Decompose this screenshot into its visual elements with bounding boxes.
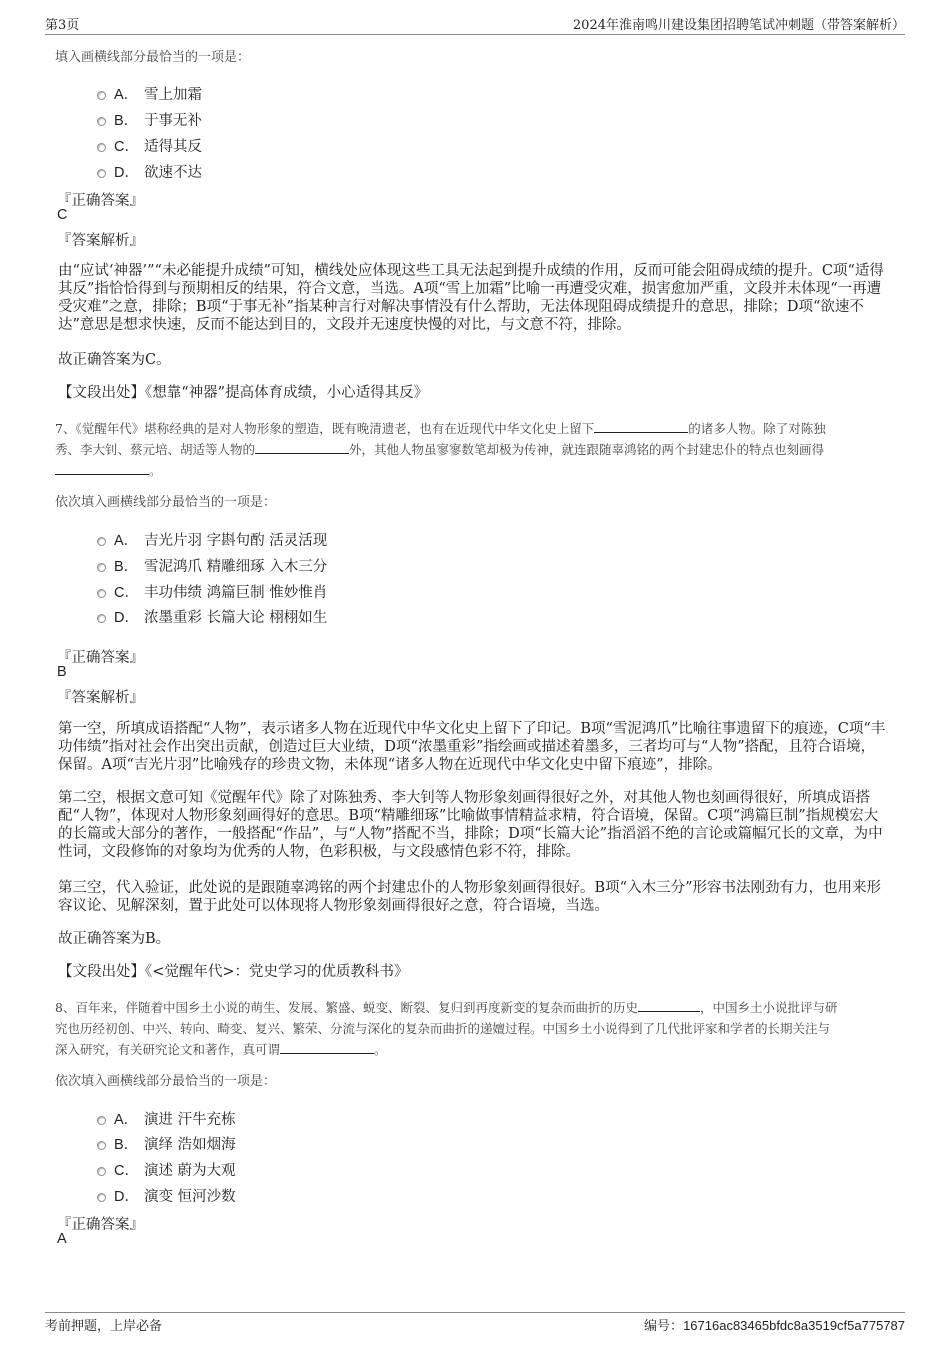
q7-prompt: 依次填入画横线部分最恰当的一项是： bbox=[55, 495, 277, 510]
q6-option-d[interactable]: D． 欲速不达 bbox=[97, 161, 202, 181]
radio-icon[interactable] bbox=[97, 614, 106, 623]
q8-option-c[interactable]: C． 演述 蔚为大观 bbox=[97, 1159, 236, 1179]
q7-option-b[interactable]: B． 雪泥鸿爪 精雕细琢 入木三分 bbox=[97, 555, 327, 575]
q6-option-b[interactable]: B． 于事无补 bbox=[97, 109, 202, 129]
document-code: 编号：16716ac83465bfdc8a3519cf5a775787 bbox=[644, 1318, 905, 1334]
radio-icon[interactable] bbox=[97, 91, 106, 100]
radio-icon[interactable] bbox=[97, 143, 106, 152]
radio-icon[interactable] bbox=[97, 589, 106, 598]
q7-option-c[interactable]: C． 丰功伟绩 鸿篇巨制 惟妙惟肖 bbox=[97, 581, 327, 601]
q8-answer: A bbox=[57, 1231, 67, 1247]
q8-prompt: 依次填入画横线部分最恰当的一项是： bbox=[55, 1074, 277, 1089]
blank-1 bbox=[638, 999, 700, 1012]
q7-correct-answer-label: 『正确答案』 bbox=[57, 650, 144, 666]
q7-answer: B bbox=[57, 664, 67, 680]
q6-source: 【文段出处】《想靠“神器”提高体育成绩，小心适得其反》 bbox=[58, 385, 429, 401]
blank-1 bbox=[594, 420, 688, 433]
q6-analysis-text: 由“应试‘神器’”“未必能提升成绩”可知，横线处应体现这些工具无法起到提升成绩的作用，反而可能会阻碍成绩的提升。C项“适得其反”指恰恰得到与预期相反的结果，符合文意，当选。A项“雪上加霜”比喻一再遭受灾难，损害愈加严重，文段并未体现“一再遭受灾难”之意，排除；B项“于事无补”指某种言行对解决事情没有什么帮助，无法体现阻碍成绩提升的意思，排除；D项“欲速不达”意思是想求快速，反而不能达到目的，文段并无速度快慢的对比，与文意不符，排除。 bbox=[58, 263, 884, 333]
q7-conclusion: 故正确答案为B。 bbox=[58, 931, 171, 947]
page-footer bbox=[45, 1312, 905, 1335]
q6-option-a[interactable]: A． 雪上加霜 bbox=[97, 83, 202, 103]
q6-option-c[interactable]: C． 适得其反 bbox=[97, 135, 202, 155]
radio-icon[interactable] bbox=[97, 1193, 106, 1202]
q6-answer: C bbox=[57, 207, 68, 223]
radio-icon[interactable] bbox=[97, 169, 106, 178]
q8-option-a[interactable]: A． 演进 汗牛充栋 bbox=[97, 1108, 236, 1128]
q7-stem: 7、《觉醒年代》堪称经典的是对人物形象的塑造，既有晚清遗老，也有在近现代中华文化史上留下 的诸多人物。除了对陈独 秀、李大钊、蔡元培、胡适等人物的 外，其他人物虽寥寥数笔却极为传神，就连跟随辜鸿铭的两个封建忠仆的特点也刻画得 。 bbox=[55, 421, 826, 478]
radio-icon[interactable] bbox=[97, 117, 106, 126]
blank-2 bbox=[280, 1041, 374, 1054]
q6-correct-answer-label: 『正确答案』 bbox=[57, 193, 144, 209]
blank-2 bbox=[255, 441, 349, 454]
q7-analysis-1: 第一空，所填成语搭配“人物”，表示诸多人物在近现代中华文化史上留下了印记。B项“雪泥鸿爪”比喻往事遗留下的痕迹，C项“丰功伟绩”指对社会作出突出贡献，创造过巨大业绩，D项“浓墨重彩”指绘画或描述着墨多，三者均可与“人物”搭配，且符合语境，保留。A项“吉光片羽”比喻残存的珍贵文物，未体现“诸多人物在近现代中华文化史中留下痕迹”，排除。 bbox=[58, 721, 886, 773]
q6-conclusion: 故正确答案为C。 bbox=[58, 352, 171, 368]
q8-option-b[interactable]: B． 演绎 浩如烟海 bbox=[97, 1133, 236, 1153]
q7-option-a[interactable]: A． 吉光片羽 字斟句酌 活灵活现 bbox=[97, 529, 327, 549]
radio-icon[interactable] bbox=[97, 537, 106, 546]
q7-source: 【文段出处】《<觉醒年代>：党史学习的优质教科书》 bbox=[58, 964, 409, 980]
blank-3 bbox=[55, 462, 149, 475]
page-number: 第3页 bbox=[45, 18, 80, 33]
radio-icon[interactable] bbox=[97, 563, 106, 572]
q7-analysis-2: 第二空，根据文意可知《觉醒年代》除了对陈独秀、李大钊等人物形象刻画得很好之外，对其他人物也刻画得很好，所填成语搭配“人物”，体现对人物形象刻画得好的意思。B项“精雕细琢”比喻做事情精益求精，符合语境，保留。C项“鸿篇巨制”指规模宏大的长篇或大部分的著作，一般搭配“作品”，与“人物”搭配不当，排除；D项“长篇大论”指滔滔不绝的言论或篇幅冗长的文章，为中性词，文段修饰的对象均为优秀的人物，色彩积极，与文段感情色彩不符，排除。 bbox=[58, 790, 883, 860]
q7-analysis-label: 『答案解析』 bbox=[57, 690, 144, 706]
radio-icon[interactable] bbox=[97, 1141, 106, 1150]
page-header bbox=[45, 12, 905, 35]
q8-stem: 8、百年来，伴随着中国乡土小说的萌生、发展、繁盛、蜕变、断裂、复归到再度新变的复杂而曲折的历史 ，中国乡土小说批评与研 究也历经初创、中兴、转向、畸变、复兴、繁荣、分流与深化的复杂而曲折的递嬗过程。中国乡土小说得到了几代批评家和学者的长期关注与 深入研究，有关研究论文和著作，真可谓 。 bbox=[55, 1000, 838, 1057]
q6-prompt: 填入画横线部分最恰当的一项是： bbox=[55, 50, 251, 65]
document-title: 2024年淮南鸣川建设集团招聘笔试冲刺题（带答案解析） bbox=[572, 18, 905, 33]
q7-option-d[interactable]: D． 浓墨重彩 长篇大论 栩栩如生 bbox=[97, 606, 327, 626]
radio-icon[interactable] bbox=[97, 1167, 106, 1176]
footer-slogan: 考前押题，上岸必备 bbox=[45, 1319, 163, 1334]
q8-option-d[interactable]: D． 演变 恒河沙数 bbox=[97, 1185, 236, 1205]
q8-correct-answer-label: 『正确答案』 bbox=[57, 1217, 144, 1233]
radio-icon[interactable] bbox=[97, 1116, 106, 1125]
q7-analysis-3: 第三空，代入验证，此处说的是跟随辜鸿铭的两个封建忠仆的人物形象刻画得很好。B项“入木三分”形容书法刚劲有力，也用来形容议论、见解深刻，置于此处可以体现将人物形象刻画得很好之意，符合语境，当选。 bbox=[58, 880, 881, 914]
q6-analysis-label: 『答案解析』 bbox=[57, 233, 144, 249]
